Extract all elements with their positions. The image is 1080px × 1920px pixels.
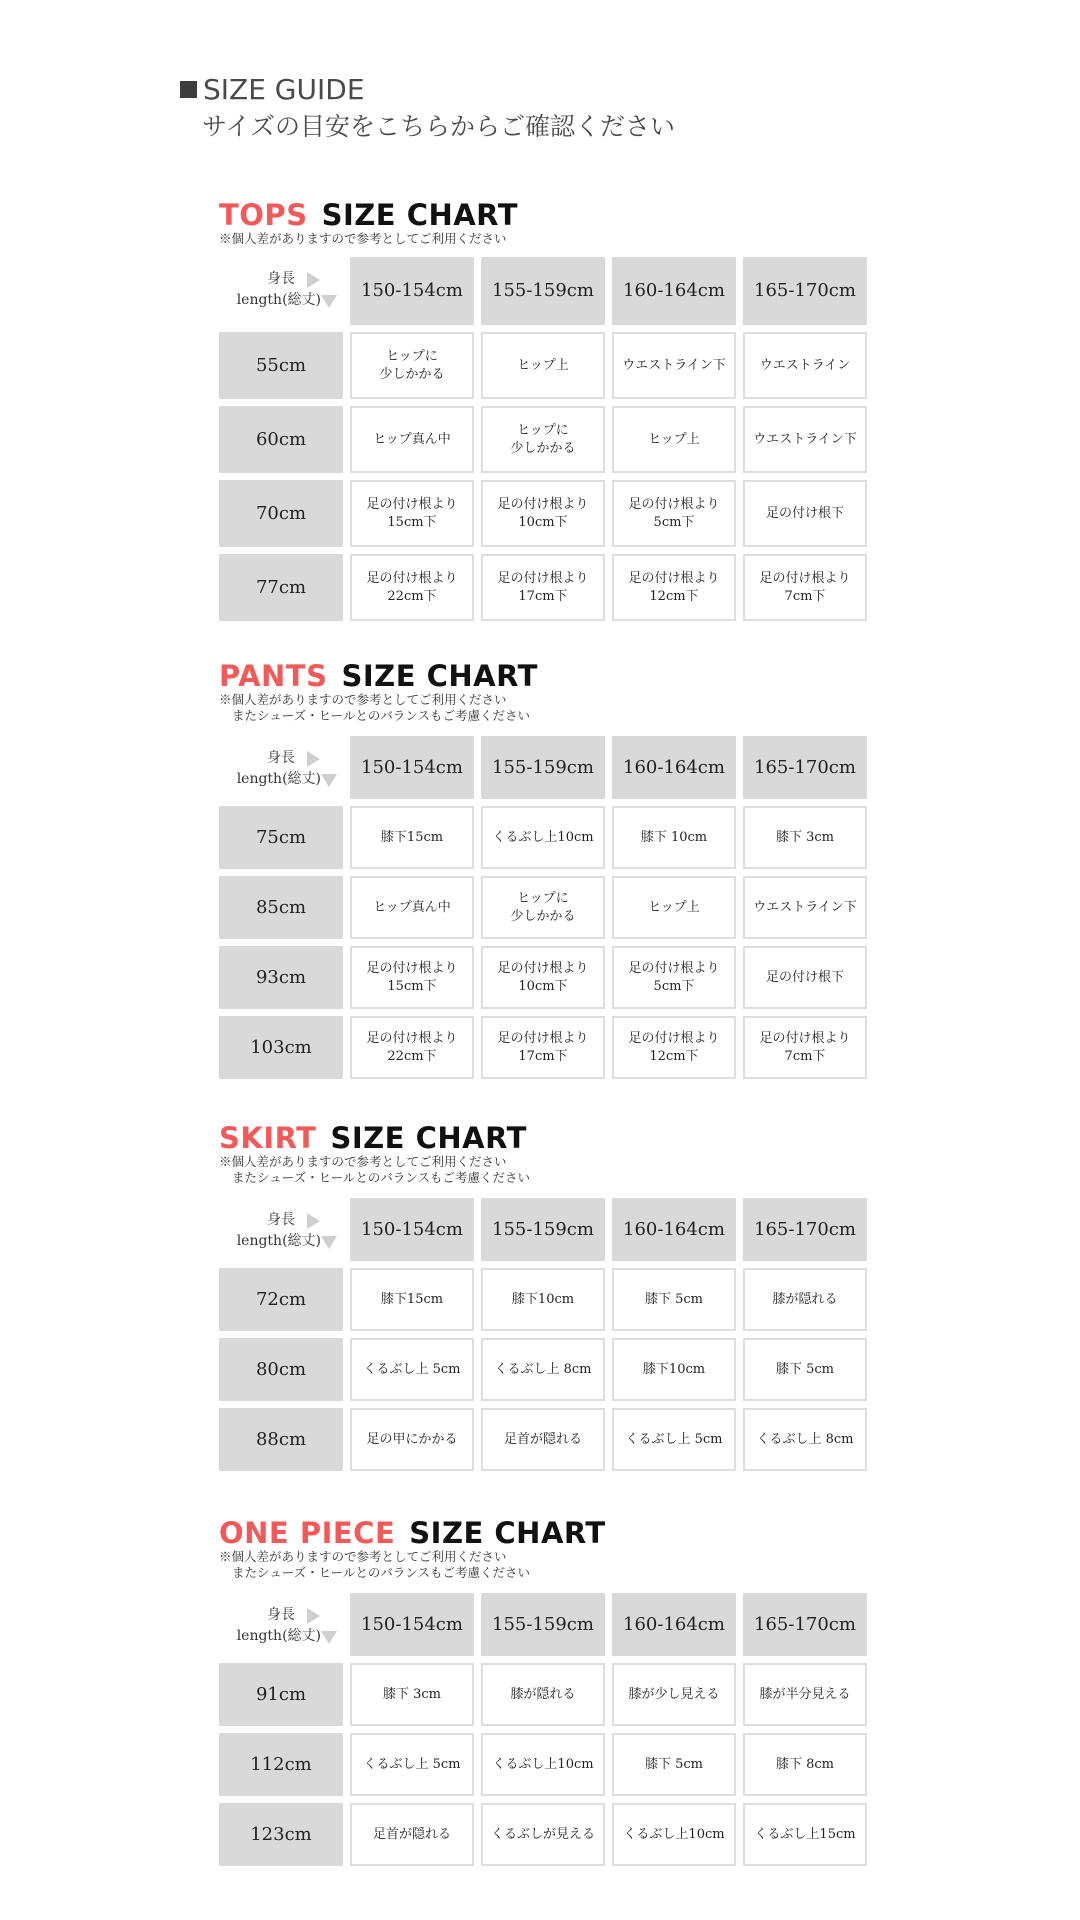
tops-category-label: TOPS <box>219 198 308 232</box>
fit-description-cell: ヒップ上 <box>612 876 736 939</box>
height-range-header: 160-164cm <box>612 257 736 325</box>
table-corner-label <box>219 736 343 799</box>
pants-category-label: PANTS <box>219 659 328 693</box>
square-bullet-icon <box>180 81 197 98</box>
section-note <box>219 1154 869 1186</box>
table-corner-label <box>219 1198 343 1261</box>
fit-description-cell: 足首が隠れる <box>350 1803 474 1866</box>
triangle-right-icon <box>307 1213 320 1229</box>
one-piece-category-label: ONE PIECE <box>219 1516 396 1550</box>
fit-description-cell: 足の付け根より 22cm下 <box>350 554 474 621</box>
fit-description-cell: ウエストライン <box>743 332 867 399</box>
length-row-header: 60cm <box>219 406 343 473</box>
fit-description-cell: 膝下 8cm <box>743 1733 867 1796</box>
height-range-header: 165-170cm <box>743 257 867 325</box>
fit-description-cell: 膝下15cm <box>350 1268 474 1331</box>
triangle-down-icon <box>321 774 337 787</box>
size-chart-label: SIZE CHART <box>330 1121 527 1155</box>
height-range-header: 155-159cm <box>481 1593 605 1656</box>
fit-description-cell: 足の付け根より 10cm下 <box>481 946 605 1009</box>
note-line-2: またシューズ・ヒールとのバランスもご考慮ください <box>232 1170 531 1185</box>
fit-description-cell: 膝が隠れる <box>743 1268 867 1331</box>
height-range-header: 155-159cm <box>481 257 605 325</box>
length-row-header: 112cm <box>219 1733 343 1796</box>
fit-description-cell: くるぶし上10cm <box>481 806 605 869</box>
triangle-right-icon <box>307 751 320 767</box>
skirt-size-chart-section <box>219 1122 869 1471</box>
height-range-header: 160-164cm <box>612 1593 736 1656</box>
note-line-1: ※個人差がありますので参考としてご利用ください <box>219 692 507 707</box>
triangle-down-icon <box>321 1631 337 1644</box>
fit-description-cell: くるぶしが見える <box>481 1803 605 1866</box>
fit-description-cell: 足の付け根より 5cm下 <box>612 480 736 547</box>
size-chart-label: SIZE CHART <box>409 1516 606 1550</box>
height-range-header: 155-159cm <box>481 1198 605 1261</box>
fit-description-cell: 膝下 3cm <box>350 1663 474 1726</box>
length-row-header: 85cm <box>219 876 343 939</box>
section-note <box>219 692 869 724</box>
skirt-category-label: SKIRT <box>219 1121 317 1155</box>
length-row-header: 70cm <box>219 480 343 547</box>
fit-description-cell: ヒップに 少しかかる <box>481 876 605 939</box>
height-label: 身長 <box>267 1212 295 1228</box>
note-line-2: またシューズ・ヒールとのバランスもご考慮ください <box>232 708 531 723</box>
triangle-down-icon <box>321 295 337 308</box>
fit-description-cell: ヒップに 少しかかる <box>350 332 474 399</box>
fit-description-cell: 膝下 5cm <box>612 1733 736 1796</box>
length-row-header: 103cm <box>219 1016 343 1079</box>
one-piece-size-chart-section <box>219 1517 869 1866</box>
fit-description-cell: 足の付け根より 5cm下 <box>612 946 736 1009</box>
one-piece-size-table <box>219 1593 869 1866</box>
height-label: 身長 <box>267 1607 295 1623</box>
fit-description-cell: 足の付け根下 <box>743 946 867 1009</box>
size-guide-header <box>180 72 675 144</box>
note-line-1: ※個人差がありますので参考としてご利用ください <box>219 231 507 246</box>
size-chart-label: SIZE CHART <box>341 659 538 693</box>
fit-description-cell: くるぶし上 5cm <box>350 1338 474 1401</box>
fit-description-cell: 足の付け根下 <box>743 480 867 547</box>
size-guide-title-row <box>180 72 675 106</box>
height-range-header: 150-154cm <box>350 1198 474 1261</box>
length-row-header: 91cm <box>219 1663 343 1726</box>
fit-description-cell: 膝下 5cm <box>612 1268 736 1331</box>
fit-description-cell: 足首が隠れる <box>481 1408 605 1471</box>
fit-description-cell: 膝が少し見える <box>612 1663 736 1726</box>
height-range-header: 160-164cm <box>612 1198 736 1261</box>
note-line-1: ※個人差がありますので参考としてご利用ください <box>219 1549 507 1564</box>
length-row-header: 88cm <box>219 1408 343 1471</box>
fit-description-cell: ヒップ上 <box>481 332 605 399</box>
note-line-2: またシューズ・ヒールとのバランスもご考慮ください <box>232 1565 531 1580</box>
height-range-header: 160-164cm <box>612 736 736 799</box>
fit-description-cell: くるぶし上15cm <box>743 1803 867 1866</box>
pants-size-chart-section <box>219 660 869 1079</box>
fit-description-cell: 足の付け根より 17cm下 <box>481 554 605 621</box>
section-note <box>219 231 869 247</box>
length-row-header: 72cm <box>219 1268 343 1331</box>
note-line-1: ※個人差がありますので参考としてご利用ください <box>219 1154 507 1169</box>
size-guide-title: SIZE GUIDE <box>203 72 365 106</box>
section-title <box>219 660 869 692</box>
fit-description-cell: くるぶし上10cm <box>481 1733 605 1796</box>
length-label: length(総丈) <box>236 1628 321 1644</box>
length-row-header: 75cm <box>219 806 343 869</box>
triangle-right-icon <box>307 1608 320 1624</box>
length-row-header: 55cm <box>219 332 343 399</box>
length-row-header: 123cm <box>219 1803 343 1866</box>
fit-description-cell: ウエストライン下 <box>612 332 736 399</box>
fit-description-cell: ヒップに 少しかかる <box>481 406 605 473</box>
fit-description-cell: 膝下15cm <box>350 806 474 869</box>
fit-description-cell: くるぶし上 5cm <box>612 1408 736 1471</box>
height-range-header: 150-154cm <box>350 257 474 325</box>
section-title <box>219 1517 869 1549</box>
fit-description-cell: くるぶし上10cm <box>612 1803 736 1866</box>
fit-description-cell: 膝下10cm <box>481 1268 605 1331</box>
height-range-header: 150-154cm <box>350 1593 474 1656</box>
fit-description-cell: ヒップ真ん中 <box>350 876 474 939</box>
height-label: 身長 <box>267 750 295 766</box>
length-row-header: 80cm <box>219 1338 343 1401</box>
fit-description-cell: 膝が半分見える <box>743 1663 867 1726</box>
height-range-header: 165-170cm <box>743 1593 867 1656</box>
fit-description-cell: 足の付け根より 7cm下 <box>743 1016 867 1079</box>
triangle-down-icon <box>321 1236 337 1249</box>
tops-size-chart-section <box>219 199 869 621</box>
pants-size-table <box>219 736 869 1079</box>
fit-description-cell: 足の付け根より 7cm下 <box>743 554 867 621</box>
fit-description-cell: 足の付け根より 22cm下 <box>350 1016 474 1079</box>
length-row-header: 93cm <box>219 946 343 1009</box>
table-corner-label <box>219 1593 343 1656</box>
fit-description-cell: 足の付け根より 15cm下 <box>350 946 474 1009</box>
tops-size-table <box>219 257 869 621</box>
fit-description-cell: ヒップ上 <box>612 406 736 473</box>
fit-description-cell: くるぶし上 8cm <box>481 1338 605 1401</box>
height-label: 身長 <box>267 271 295 287</box>
height-range-header: 150-154cm <box>350 736 474 799</box>
fit-description-cell: 膝下10cm <box>612 1338 736 1401</box>
length-label: length(総丈) <box>236 1233 321 1249</box>
size-guide-subtitle: サイズの目安をこちらからご確認ください <box>202 112 676 141</box>
fit-description-cell: 足の付け根より 15cm下 <box>350 480 474 547</box>
fit-description-cell: 膝が隠れる <box>481 1663 605 1726</box>
height-range-header: 155-159cm <box>481 736 605 799</box>
fit-description-cell: 足の付け根より 12cm下 <box>612 1016 736 1079</box>
fit-description-cell: 膝下 3cm <box>743 806 867 869</box>
height-range-header: 165-170cm <box>743 736 867 799</box>
fit-description-cell: 足の付け根より 10cm下 <box>481 480 605 547</box>
fit-description-cell: 膝下 5cm <box>743 1338 867 1401</box>
size-chart-label: SIZE CHART <box>321 198 518 232</box>
fit-description-cell: くるぶし上 5cm <box>350 1733 474 1796</box>
table-corner-label <box>219 257 343 325</box>
fit-description-cell: 足の付け根より 17cm下 <box>481 1016 605 1079</box>
length-label: length(総丈) <box>236 771 321 787</box>
height-range-header: 165-170cm <box>743 1198 867 1261</box>
section-note <box>219 1549 869 1581</box>
triangle-right-icon <box>307 272 320 288</box>
fit-description-cell: ヒップ真ん中 <box>350 406 474 473</box>
length-row-header: 77cm <box>219 554 343 621</box>
fit-description-cell: 足の甲にかかる <box>350 1408 474 1471</box>
section-title <box>219 1122 869 1154</box>
section-title <box>219 199 869 231</box>
fit-description-cell: 足の付け根より 12cm下 <box>612 554 736 621</box>
fit-description-cell: くるぶし上 8cm <box>743 1408 867 1471</box>
fit-description-cell: ウエストライン下 <box>743 406 867 473</box>
skirt-size-table <box>219 1198 869 1471</box>
length-label: length(総丈) <box>236 292 321 308</box>
fit-description-cell: 膝下 10cm <box>612 806 736 869</box>
fit-description-cell: ウエストライン下 <box>743 876 867 939</box>
